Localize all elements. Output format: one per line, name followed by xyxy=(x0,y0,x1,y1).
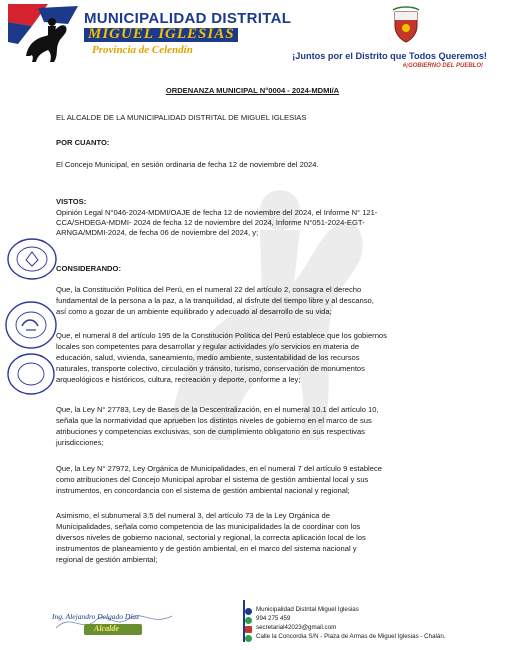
slogan-hashtag: #¡GOBIERNO DEL PUEBLO! xyxy=(402,63,483,69)
paragraph-line: arqueológicos e históricos, cultura, recreación y deporte, conforme a ley; xyxy=(56,375,301,384)
contact-phone[interactable]: 994 275 459 xyxy=(256,615,291,622)
paragraph-line: fundamental de la persona a la paz, a la tranquilidad, al disfrute del tiempo libre y al descanso, xyxy=(56,296,374,305)
paragraph-line: jurisdicciones; xyxy=(56,438,104,447)
province-name: Provincia de Celendín xyxy=(92,44,193,56)
contact-address: Calle la Concordia S/N - Plaza de Armas de Miguel Iglesias - Chalán. xyxy=(256,633,446,640)
slogan: ¡Juntos por el Distrito que Todos Queremos! xyxy=(292,51,487,61)
paragraph-line: Municipalidades, señala como competencia de las municipalidades la de coordinar con los xyxy=(56,522,361,531)
paragraph-line: como atribuciones del Concejo Municipal aprobar el sistema de gestión ambiental local y sus xyxy=(56,475,369,484)
considerando-heading: CONSIDERANDO: xyxy=(56,264,121,273)
paragraph-line: instrumentos de planeamiento y de gestión ambiental, en el marco del sistema nacional y xyxy=(56,544,357,553)
paragraph-line: Que, el numeral 8 del artículo 195 de la Constitución Política del Perú establece que los gobiernos xyxy=(56,331,387,340)
secretary-stamp-icon xyxy=(4,300,58,350)
whatsapp-icon xyxy=(245,617,252,624)
por-cuanto-text: El Concejo Municipal, en sesión ordinaria de fecha 12 de noviembre del 2024. xyxy=(56,160,319,169)
issuer-line: EL ALCALDE DE LA MUNICIPALIDAD DISTRITAL DE MIGUEL IGLESIAS xyxy=(56,113,307,122)
district-name: MIGUEL IGLESIAS xyxy=(88,26,235,42)
paragraph-line: señala que la normatividad que aprueben los distintos niveles de gobierno en el marco de sus xyxy=(56,416,372,425)
vistos-heading: VISTOS: xyxy=(56,197,87,206)
vistos-line: Opinión Legal N°046-2024-MDMI/OAJE de fecha 12 de noviembre del 2024, el Informe N° 121- xyxy=(56,208,378,217)
facebook-icon xyxy=(245,608,252,615)
paragraph-line: diversos niveles de gobierno nacional, sectorial y regional, la correcta aplicación local de los xyxy=(56,533,366,542)
paragraph-line: naturales, transporte colectivo, circulación y tránsito, turismo, conservación de monumentos xyxy=(56,364,365,373)
letterhead xyxy=(0,0,505,75)
por-cuanto-heading: POR CUANTO: xyxy=(56,138,110,147)
paragraph-line: atribuciones y competencias exclusivas, son de cumplimiento obligatorio en sus respectivas xyxy=(56,427,365,436)
ordinance-title: ORDENANZA MUNICIPAL N°0004 - 2024-MDMI/A xyxy=(165,86,340,95)
signatory-name: Ing. Alejandro Delgado Díaz xyxy=(52,612,140,621)
contact-facebook[interactable]: Municipalidad Distrital Miguel Iglesias xyxy=(256,606,359,613)
municipal-seal-stamp-icon xyxy=(6,236,58,282)
paragraph-line: Que, la Ley N° 27972, Ley Orgánica de Municipalidades, en el numeral 7 del artículo 9 establece xyxy=(56,464,382,473)
signatory-title: Alcalde xyxy=(94,624,119,633)
paragraph-line: así como a gozar de un ambiente equilibrado y adecuado al desarrollo de su vida; xyxy=(56,307,332,316)
brand-name: MUNICIPALIDAD DISTRITAL xyxy=(84,10,292,27)
paragraph-line: Asimismo, el subnumeral 3.5 del numeral 3, del artículo 73 de la Ley Orgánica de xyxy=(56,511,330,520)
horse-rider-emblem-icon xyxy=(8,4,80,68)
contact-email[interactable]: secretarial42023@gmail.com xyxy=(256,624,337,631)
paragraph-line: Que, la Constitución Política del Perú, en el numeral 22 del artículo 2, consagra el derecho xyxy=(56,285,362,294)
vistos-line: CCA/SHDEGA-MDMI- 2024 de fecha 12 de noviembre del 2024, Informe N°051-2024-EGT- xyxy=(56,218,365,227)
coat-of-arms-icon xyxy=(391,6,421,44)
mayor-stamp-icon xyxy=(6,352,56,396)
vistos-line: ARNGA/MDMI-2024, de fecha 06 de noviembre del 2024, y; xyxy=(56,228,259,237)
paragraph-line: locales son competentes para desarrollar y regular actividades y/o servicios en materia de xyxy=(56,342,360,351)
paragraph-line: Que, la Ley N° 27783, Ley de Bases de la Descentralización, en el numeral 10.1 del artículo 10, xyxy=(56,405,379,414)
location-icon xyxy=(245,635,252,642)
email-icon xyxy=(245,626,252,633)
paragraph-line: educación, salud, vivienda, saneamiento, medio ambiente, sustentabilidad de los recursos xyxy=(56,353,360,362)
paragraph-line: regional de gestión ambiental; xyxy=(56,555,158,564)
paragraph-line: instrumentos, en concordancia con el sistema de gestión ambiental nacional y regional; xyxy=(56,486,350,495)
